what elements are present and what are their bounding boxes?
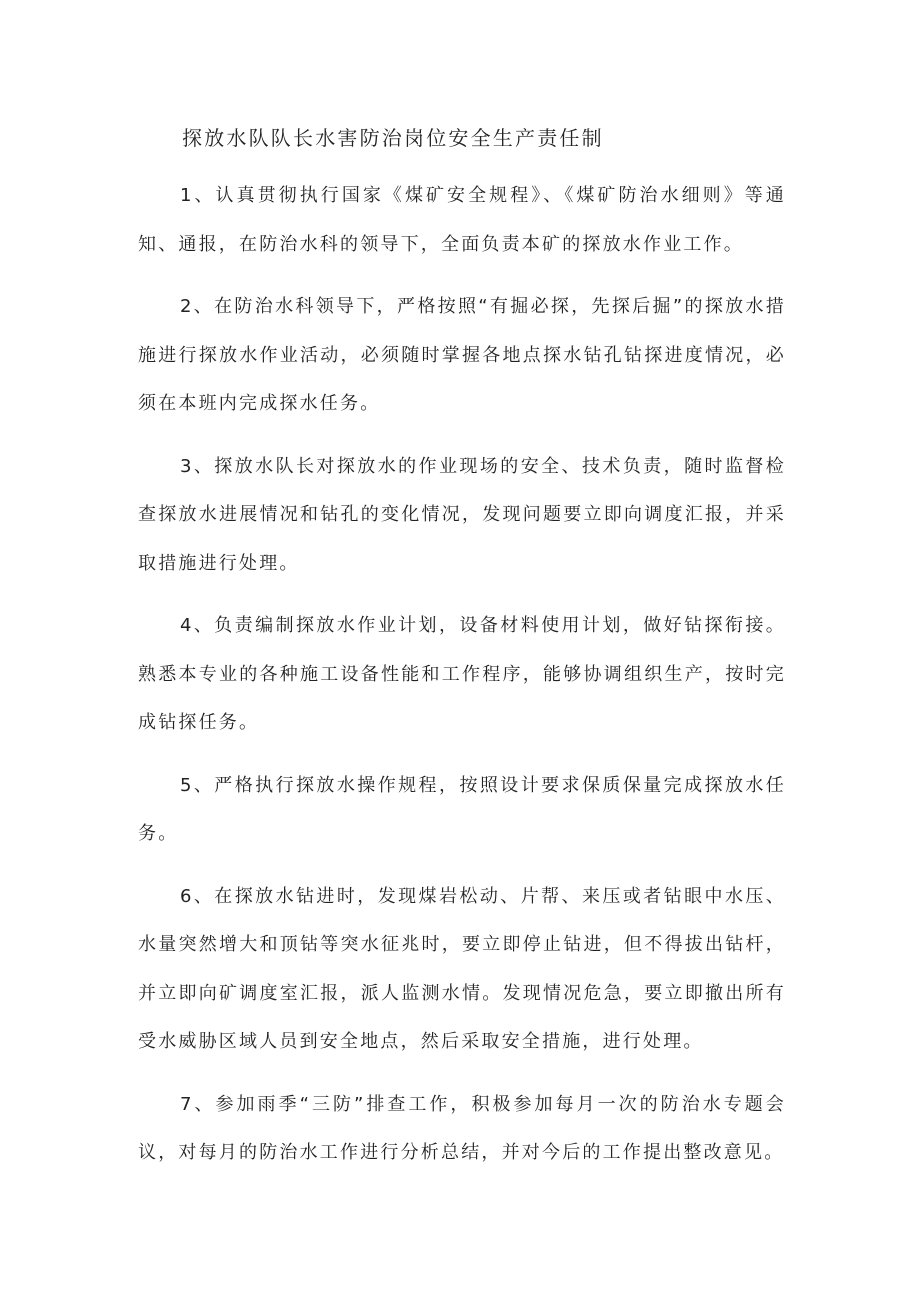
paragraph-5: 5、严格执行探放水操作规程，按照设计要求保质保量完成探放水任务。	[138, 774, 786, 844]
paragraph-7: 7、参加雨季“三防”排查工作，积极参加每月一次的防治水专题会议，对每月的防治水工作进行分析总结，并对今后的工作提出整改意见。	[138, 1093, 786, 1163]
paragraph-4: 4、负责编制探放水作业计划，设备材料使用计划，做好钻探衔接。熟悉本专业的各种施工设备性能和工作程序，能够协调组织生产，按时完成钻探任务。	[138, 615, 786, 733]
paragraph-1: 1、认真贯彻执行国家《煤矿安全规程》、《煤矿防治水细则》等通知、通报，在防治水科的领导下，全面负责本矿的探放水作业工作。	[138, 185, 786, 255]
document-title: 探放水队队长水害防治岗位安全生产责任制	[182, 126, 604, 150]
paragraph-6: 6、在探放水钻进时，发现煤岩松动、片帮、来压或者钻眼中水压、水量突然增大和顶钻等突水征兆时，要立即停止钻进，但不得拔出钻杆，并立即向矿调度室汇报，派人监测水情。发现情况危急，要立即撤出所有受水威胁区域人员到安全地点，然后采取安全措施，进行处理。	[138, 885, 786, 1052]
document-body	[138, 118, 786, 1192]
paragraph-2: 2、在防治水科领导下，严格按照“有掘必探，先探后掘”的探放水措施进行探放水作业活动，必须随时掌握各地点探水钻孔钻探进度情况，必须在本班内完成探水任务。	[138, 296, 786, 414]
paragraph-3: 3、探放水队长对探放水的作业现场的安全、技术负责，随时监督检查探放水进展情况和钻孔的变化情况，发现问题要立即向调度汇报，并采取措施进行处理。	[138, 455, 786, 574]
